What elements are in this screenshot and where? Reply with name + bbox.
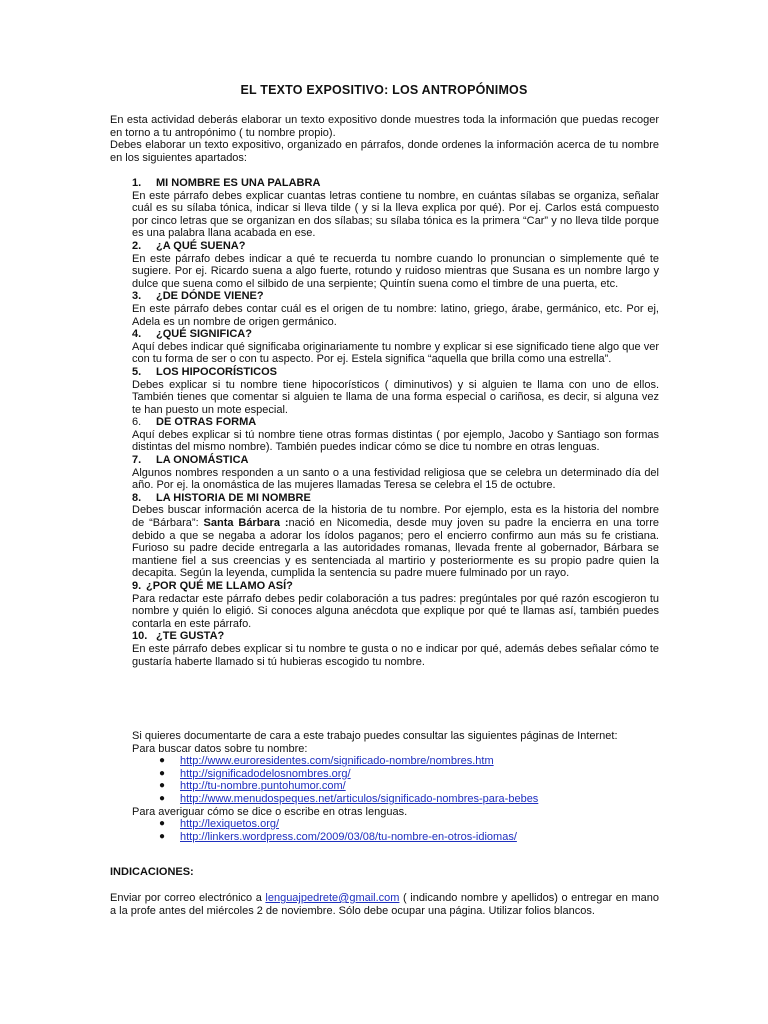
section-body: Aquí debes explicar si tú nombre tiene otras formas distintas ( por ejemplo, Jacobo y Santiago son formas distintas del mismo nombre). También puedes indicar cómo se dice tu nombre en otras lenguas. [132,428,659,454]
section-title: DE OTRAS FORMA [156,416,257,429]
section-title: LOS HIPOCORÍSTICOS [156,365,278,378]
indications-post: ( indicando nombre y apellidos) o entregar en mano a la profe antes del miércoles 2 de noviembre. Sólo debe ocupar una página. Utilizar folios blancos. [110,892,660,917]
section-number: 10. [132,630,148,643]
section-title: ¿A QUÉ SUENA? [156,239,246,252]
section-body: En este párrafo debes indicar a qué te recuerda tu nombre cuando lo pronuncian o simplemente qué te sugiere. Por ej. Ricardo suena a algo fuerte, rotundo y ruidoso mientras que Susana es un nombre largo y dulce que suena como el silbido de una serpiente; Quintín suena como el timbre de una puerta, etc. [132,252,659,290]
bullet-icon: ● [159,780,166,792]
section-heading [132,416,659,429]
section-number: 1. [132,177,142,189]
section-heading [132,177,659,190]
section-title: MI NOMBRE ES UNA PALABRA [156,177,321,189]
section-title: ¿TE GUSTA? [156,630,225,643]
section-body: Para redactar este párrafo debes pedir colaboración a tus padres: pregúntales por qué razón escogieron tu nombre y quién lo eligió. Si conoces alguna anécdota que explique por qué te llamas así, también puedes contarla en este párrafo. [132,592,659,630]
resources [132,730,659,843]
page-title: EL TEXTO EXPOSITIVO: LOS ANTROPÓNIMOS [240,83,528,97]
section-body-emphasis: Santa Bárbara : [203,517,289,530]
indications-title: INDICACIONES: [110,866,194,878]
bullet-icon: ● [159,818,166,830]
section-title: LA HISTORIA DE MI NOMBRE [156,491,311,504]
section-body: Algunos nombres responden a un santo o a una festividad religiosa que se celebra un determinado día del año. Por ej. la onomástica de las mujeres llamadas Teresa se celebra el 15 de octubre. [132,466,659,492]
bullet-icon: ● [159,767,166,779]
section-title: ¿QUÉ SIGNIFICA? [156,328,252,341]
resources-group1-label: Para buscar datos sobre tu nombre: [132,742,308,755]
section-heading [132,580,659,593]
resources-group2-label: Para averiguar cómo se dice o escribe en otras lenguas. [132,805,408,818]
section-heading [132,240,659,253]
sections-list [132,177,659,668]
bullet-icon: ● [159,755,166,767]
section-heading [132,366,659,379]
resources-intro: Si quieres documentarte de cara a este trabajo puedes consultar las siguientes páginas de Internet: [132,730,618,742]
bullet-icon: ● [159,830,166,842]
section-heading [132,290,659,303]
link-list-item [159,755,659,768]
section-body: En este párrafo debes explicar cuantas letras contiene tu nombre, en cuántas sílabas se organiza, señalar cuál es su sílaba tónica, indicar si lleva tilde ( y si la lleva explica por qué). Por ej. Carlos está compuesto por cinco letras que se organizan en dos sílabas; su sílaba tónica es la primera “Car” y no lleva tilde porque es una palabra llana acabada en ese. [132,189,659,240]
link-list-item [159,767,659,781]
link-list-item [159,792,659,806]
link-list-item [159,818,659,831]
resource-link[interactable]: http://www.menudospeques.net/articulos/significado-nombres-para-bebes [180,792,539,805]
section-heading [132,454,659,467]
link-list-item [159,780,659,793]
section-number: 5. [132,365,142,378]
bullet-icon: ● [159,792,166,804]
indications-pre: Enviar por correo electrónico a [110,892,266,904]
section-number: 7. [132,454,142,467]
section-number: 8. [132,491,142,504]
section-body: En este párrafo debes contar cuál es el origen de tu nombre: latino, griego, árabe, germánico, etc. Por ej, Adela es un nombre de origen germánico. [132,302,659,328]
resource-link[interactable]: http://lexiquetos.org/ [180,818,280,831]
section-body: En este párrafo debes explicar si tu nombre te gusta o no e indicar por qué, además debes señalar cómo te gustaría haberte llamado si tú hubieras escogido tu nombre. [132,642,659,668]
section-body-intro: Debes buscar información acerca de la historia de tu nombre. Por ejemplo, esta es la historia del nombre de “Bárbara”: [132,504,659,530]
section-body: Aquí debes indicar qué significaba originariamente tu nombre y explicar si ese significado tiene algo que ver con tu forma de ser o con tu aspecto. Por ej. Estela significa “aquella que brilla como una estrella”. [132,340,659,366]
intro-paragraph-2: Debes elaborar un texto expositivo, organizado en párrafos, donde ordenes la información acerca de tu nombre en los siguientes apartados: [110,139,659,164]
section-heading [132,630,659,643]
section-number: 3. [132,290,142,303]
resource-link[interactable]: http://tu-nombre.puntohumor.com/ [180,780,346,793]
link-list-item [159,830,659,844]
resources-group2-list [132,818,659,843]
section-title: ¿DE DÓNDE VIENE? [156,290,264,303]
section-body [132,504,659,580]
resource-link[interactable]: http://linkers.wordpress.com/2009/03/08/tu-nombre-en-otros-idiomas/ [180,830,517,843]
section-title: ¿POR QUÉ ME LLAMO ASÍ? [146,580,293,592]
section-number: 6. [132,416,142,429]
email-link[interactable]: lenguajpedrete@gmail.com [265,892,400,904]
intro-paragraph-1: En esta actividad deberás elaborar un texto expositivo donde muestres toda la información que puedas recoger en torno a tu antropónimo ( tu nombre propio). [110,114,659,139]
resource-link[interactable]: http://www.euroresidentes.com/significado-nombre/nombres.htm [180,755,494,768]
section-body: Debes explicar si tu nombre tiene hipocorísticos ( diminutivos) y si alguien te llama con uno de ellos. También tienes que comentar si alguien te llama de una forma especial o cariñosa, es decir, si alguna vez te han puesto un mote especial. [132,378,659,416]
section-heading [132,328,659,341]
resources-group1-list [132,755,659,805]
indications-text [110,892,659,917]
section-title: LA ONOMÁSTICA [156,454,249,467]
intro [110,114,659,164]
section-number: 9. [132,580,142,592]
section-heading [132,492,659,505]
resource-link[interactable]: http://significadodelosnombres.org/ [180,767,351,780]
section-number: 2. [132,239,142,252]
section-body-text: nació en Nicomedia, desde muy joven su padre la encierra en una torre debido a que se negaba a adorar los ídolos paganos; pero el encierro confirmo aun más su fe cristiana. Furioso su padre decide entregarla a las autoridades romanas, llevada frente al gobernador, Bárbara se mantiene fiel a sus creencias y es sentenciada al martirio y posteriormente es su propio padre quien la decapita. Según la leyenda, cumplida la sentencia su padre muere fulminado por un rayo. [132,517,659,580]
section-number: 4. [132,328,142,341]
